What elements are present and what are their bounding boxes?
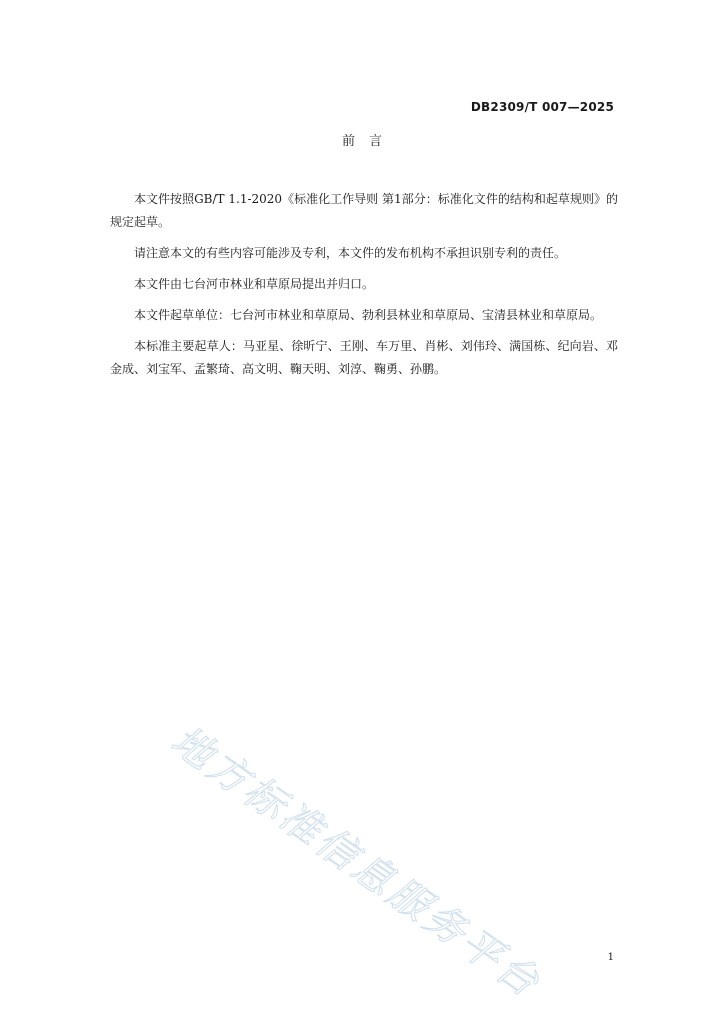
page-number: 1 (607, 952, 614, 963)
body-content (110, 188, 618, 389)
paragraph-drafting-rules: 本文件按照GB/T 1.1-2020《标准化工作导则 第1部分：标准化文件的结构和起草规则》的规定起草。 (110, 192, 618, 229)
document-code: DB2309/T 007—2025 (470, 100, 614, 114)
paragraph-drafting-units: 本文件起草单位：七台河市林业和草原局、勃利县林业和草原局、宝清县林业和草原局。 (134, 308, 603, 322)
paragraph-patent-notice: 请注意本文的有些内容可能涉及专利，本文件的发布机构不承担识别专利的责任。 (134, 246, 567, 260)
paragraph-proposer: 本文件由七台河市林业和草原局提出并归口。 (134, 277, 375, 291)
section-title: 前言 (341, 134, 396, 149)
watermark: 地方标准信息服务平台 (162, 717, 550, 1008)
paragraph-drafters: 本标准主要起草人：马亚星、徐昕宁、王刚、车万里、肖彬、刘伟玲、满国栋、纪向岩、邓金成、刘宝军、孟繁琦、高文明、鞠天明、刘淳、鞠勇、孙鹏。 (110, 339, 618, 376)
